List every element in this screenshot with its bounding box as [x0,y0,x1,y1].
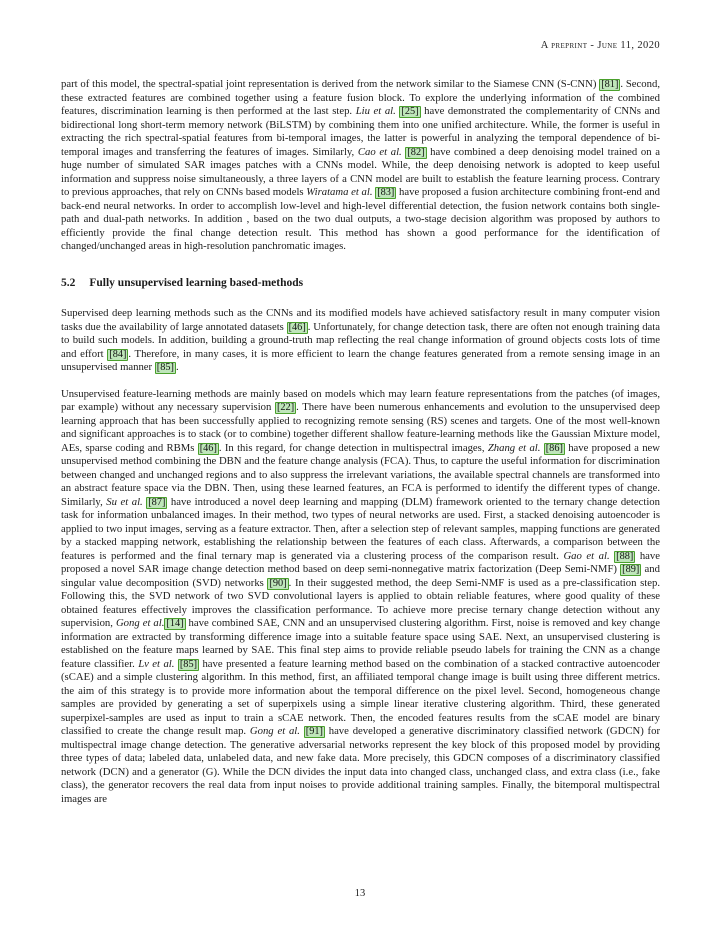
paragraph: Unsupervised feature-learning methods are mainly based on models which may learn feature representations from the patches (of images, par example) without any necessary supervision [22] . There have been numerous enhancements and evolution to the unsupervised deep learning approach that has been successfully applied to recognizing remote sensing (RS) scenes and targets. One of the most well-known and significant approaches is to stack (or to combine) together different shallow feature-learning methods like the Gaussian Mixture model, AEs, sparse coding and RBMs [46] . In this regard, for change detection in multispectral images, Zhang et al. [86] have proposed a new unsupervised method combining the DBN and the feature change analysis (FCA). Thus, to capture the useful information for discrimination between changed and unchanged regions and to also suppress the irrelevant variations, the available spectral channels are transformed into an abstract feature space via the DBN. Then, using these learned features, an FCA is performed to identify the different types of change. Similarly, Su et al. [87] have introduced a novel deep learning and mapping (DLM) framework oriented to the ternary change detection task for information unbalanced images. In their method, two types of neural networks are used. First, a stacked denoising autoencoder is applied to two input images, serving as a feature extractor. Then, after a selection step of relevant samples, mapping functions are generated by a stacked mapping network, establishing the relationship between the features of each class. Afterwards, a comparison between the features is performed and the final ternary map is generated via a clustering process of the comparison result. Gao et al. [88] have proposed a novel SAR image change detection method based on deep semi-nonnegative matrix factorization (Deep Semi-NMF) [89] and singular value decomposition (SVD) networks [90] . In their suggested method, the deep Semi-NMF is used as a pre-classification step. Following this, the SVD network of two SVD convolutional layers is applied to obtain reliable features, where good quality of these obtained features effectively improves the classification performance. To achieve more precise ternary change detection without any supervision, Gong et al. [14] have combined SAE, CNN and an unsupervised clustering algorithm. First, noise is removed and key change information are extracted by transforming difference image into a suitable feature space using SAE. Next, an unsupervised clustering is established on the feature maps learned by SAE. This final step aims to provide reliable pseudo labels for training the CNN as a change feature classifier. Lv et al. [85] have presented a feature learning method based on the combination of a stacked contractive autoencoder (sCAE) and a simple clustering algorithm. In this method, first, an affiliated temporal change image is built using three different metrics. the aim of this strategy is to provide more information about the temporal difference on the pixel level. Second, homogeneous change samples are provided by generating a set of superpixels using a simple linear iterative clustering algorithm. Third, these generated superpixel-samples are used as input to train a sCAE network. Then, the encoded features results from the sCAE model are binary classified to create the change result map. Gong et al. [91] have developed a generative discriminatory classified network (GDCN) for multispectral image change detection. The generative adversarial networks represent the key block of this proposed model by providing three types of data; labeled data, unlabeled data, and new fake data. More precisely, this GDCN composes of a discriminatory classified network (DCN) and a generator (G). While the DCN divides the input data into changed class, unchanged class, and extra class (i.e., fake class), the generator recovers the real data from input noises to provide additional training samples. Finally, the bitemporal multispectral images are [61,387,661,805]
citation-link[interactable]: [46] [199,442,217,454]
citation-link[interactable]: [85] [179,658,198,670]
author-name: Su et al. [106,495,143,508]
page-body [61,78,660,819]
section-title: Fully unsupervised learning based-methods [89,276,304,289]
author-name: Lv et al. [138,657,175,670]
citation-link[interactable]: [90] [269,577,287,589]
running-header: A preprint - June 11, 2020 [540,40,660,51]
citation-link[interactable]: [82] [407,146,425,158]
author-name: Gong et al. [249,725,300,737]
paragraph: Supervised deep learning methods such as the CNNs and its modified models have achieved satisfactory result in many computer vision tasks due the availability of large annotated datasets [46] . Unfortunately, for change detection task, there are often not enough training data to build such models. In addition, building a ground-truth map reflecting the real change information of ground objects costs lots of time and effort [84] . Therefore, in many cases, it is more efficient to learn the change features generated from a remote sensing image in an unsupervised manner [85] . [61,307,660,373]
author-name: Gao et al. [563,549,610,562]
citation-link[interactable]: [86] [545,442,563,454]
citation-link[interactable]: [46] [288,321,306,333]
paragraph: part of this model, the spectral-spatial joint representation is derived from the network similar to the Siamese CNN (S-CNN) [81] . Second, these extracted features are combined together using a feature fusion block. To explore the underlying information of the combined features, discrimination learning is then performed at the last step. Liu et al. [25] have demonstrated the complementarity of CNNs and bidirectional long short-term memory network (BiLSTM) by combining them into one unified architecture. While, the former is useful in extracting the rich spectral-spatial features from bi-temporal images, the latter is powerful in analyzing the temporal dependence of bi-temporal images and transferring the features of images. Similarly, Cao et al. [82] have combined a deep denoising model trained on a huge number of simulated SAR images patches with a CNNs model. While, the deep denoising network is adopted to keep useful information and suppress noise simultaneously, a three layers of a CNN model are built to establish the feature learning process. Contrary to previous approaches, that rely on CNNs based models Wiratama et al. [83] have proposed a fusion architecture combining front-end and back-end neural networks. In order to accomplish low-level and high-level differential detection, the fusion network contains both single-path and dual-path networks. In addition , based on the two dual outputs, a two-stage decision algorithm was proposed by authors to efficiently provide the final change detection result. This method has shown a good performance for the identification of changed/unchanged areas in high-resolution panchromatic images. [61,78,661,252]
citation-link[interactable]: [81] [601,79,619,90]
citation-link[interactable]: [22] [276,402,295,413]
citation-link[interactable]: [91] [305,726,323,737]
citation-link[interactable]: [84] [109,348,127,360]
citation-link[interactable]: [83] [377,187,395,198]
citation-link[interactable]: [25] [401,106,419,117]
citation-link[interactable]: [85] [156,362,174,373]
citation-link[interactable]: [88] [616,550,634,562]
section-number: 5.2 [61,276,76,289]
page-number: 13 [354,888,366,899]
author-name: Zhang et al. [487,441,541,454]
citation-link[interactable]: [87] [148,496,166,508]
citation-link[interactable]: [14] [166,618,184,629]
citation-link[interactable]: [89] [622,564,640,575]
author-name: Liu et al. [355,105,396,117]
author-name: Wiratama et al. [306,186,373,198]
author-name: Cao et al. [357,145,402,158]
section-heading [61,277,660,291]
author-name: Gong et al. [115,617,165,629]
